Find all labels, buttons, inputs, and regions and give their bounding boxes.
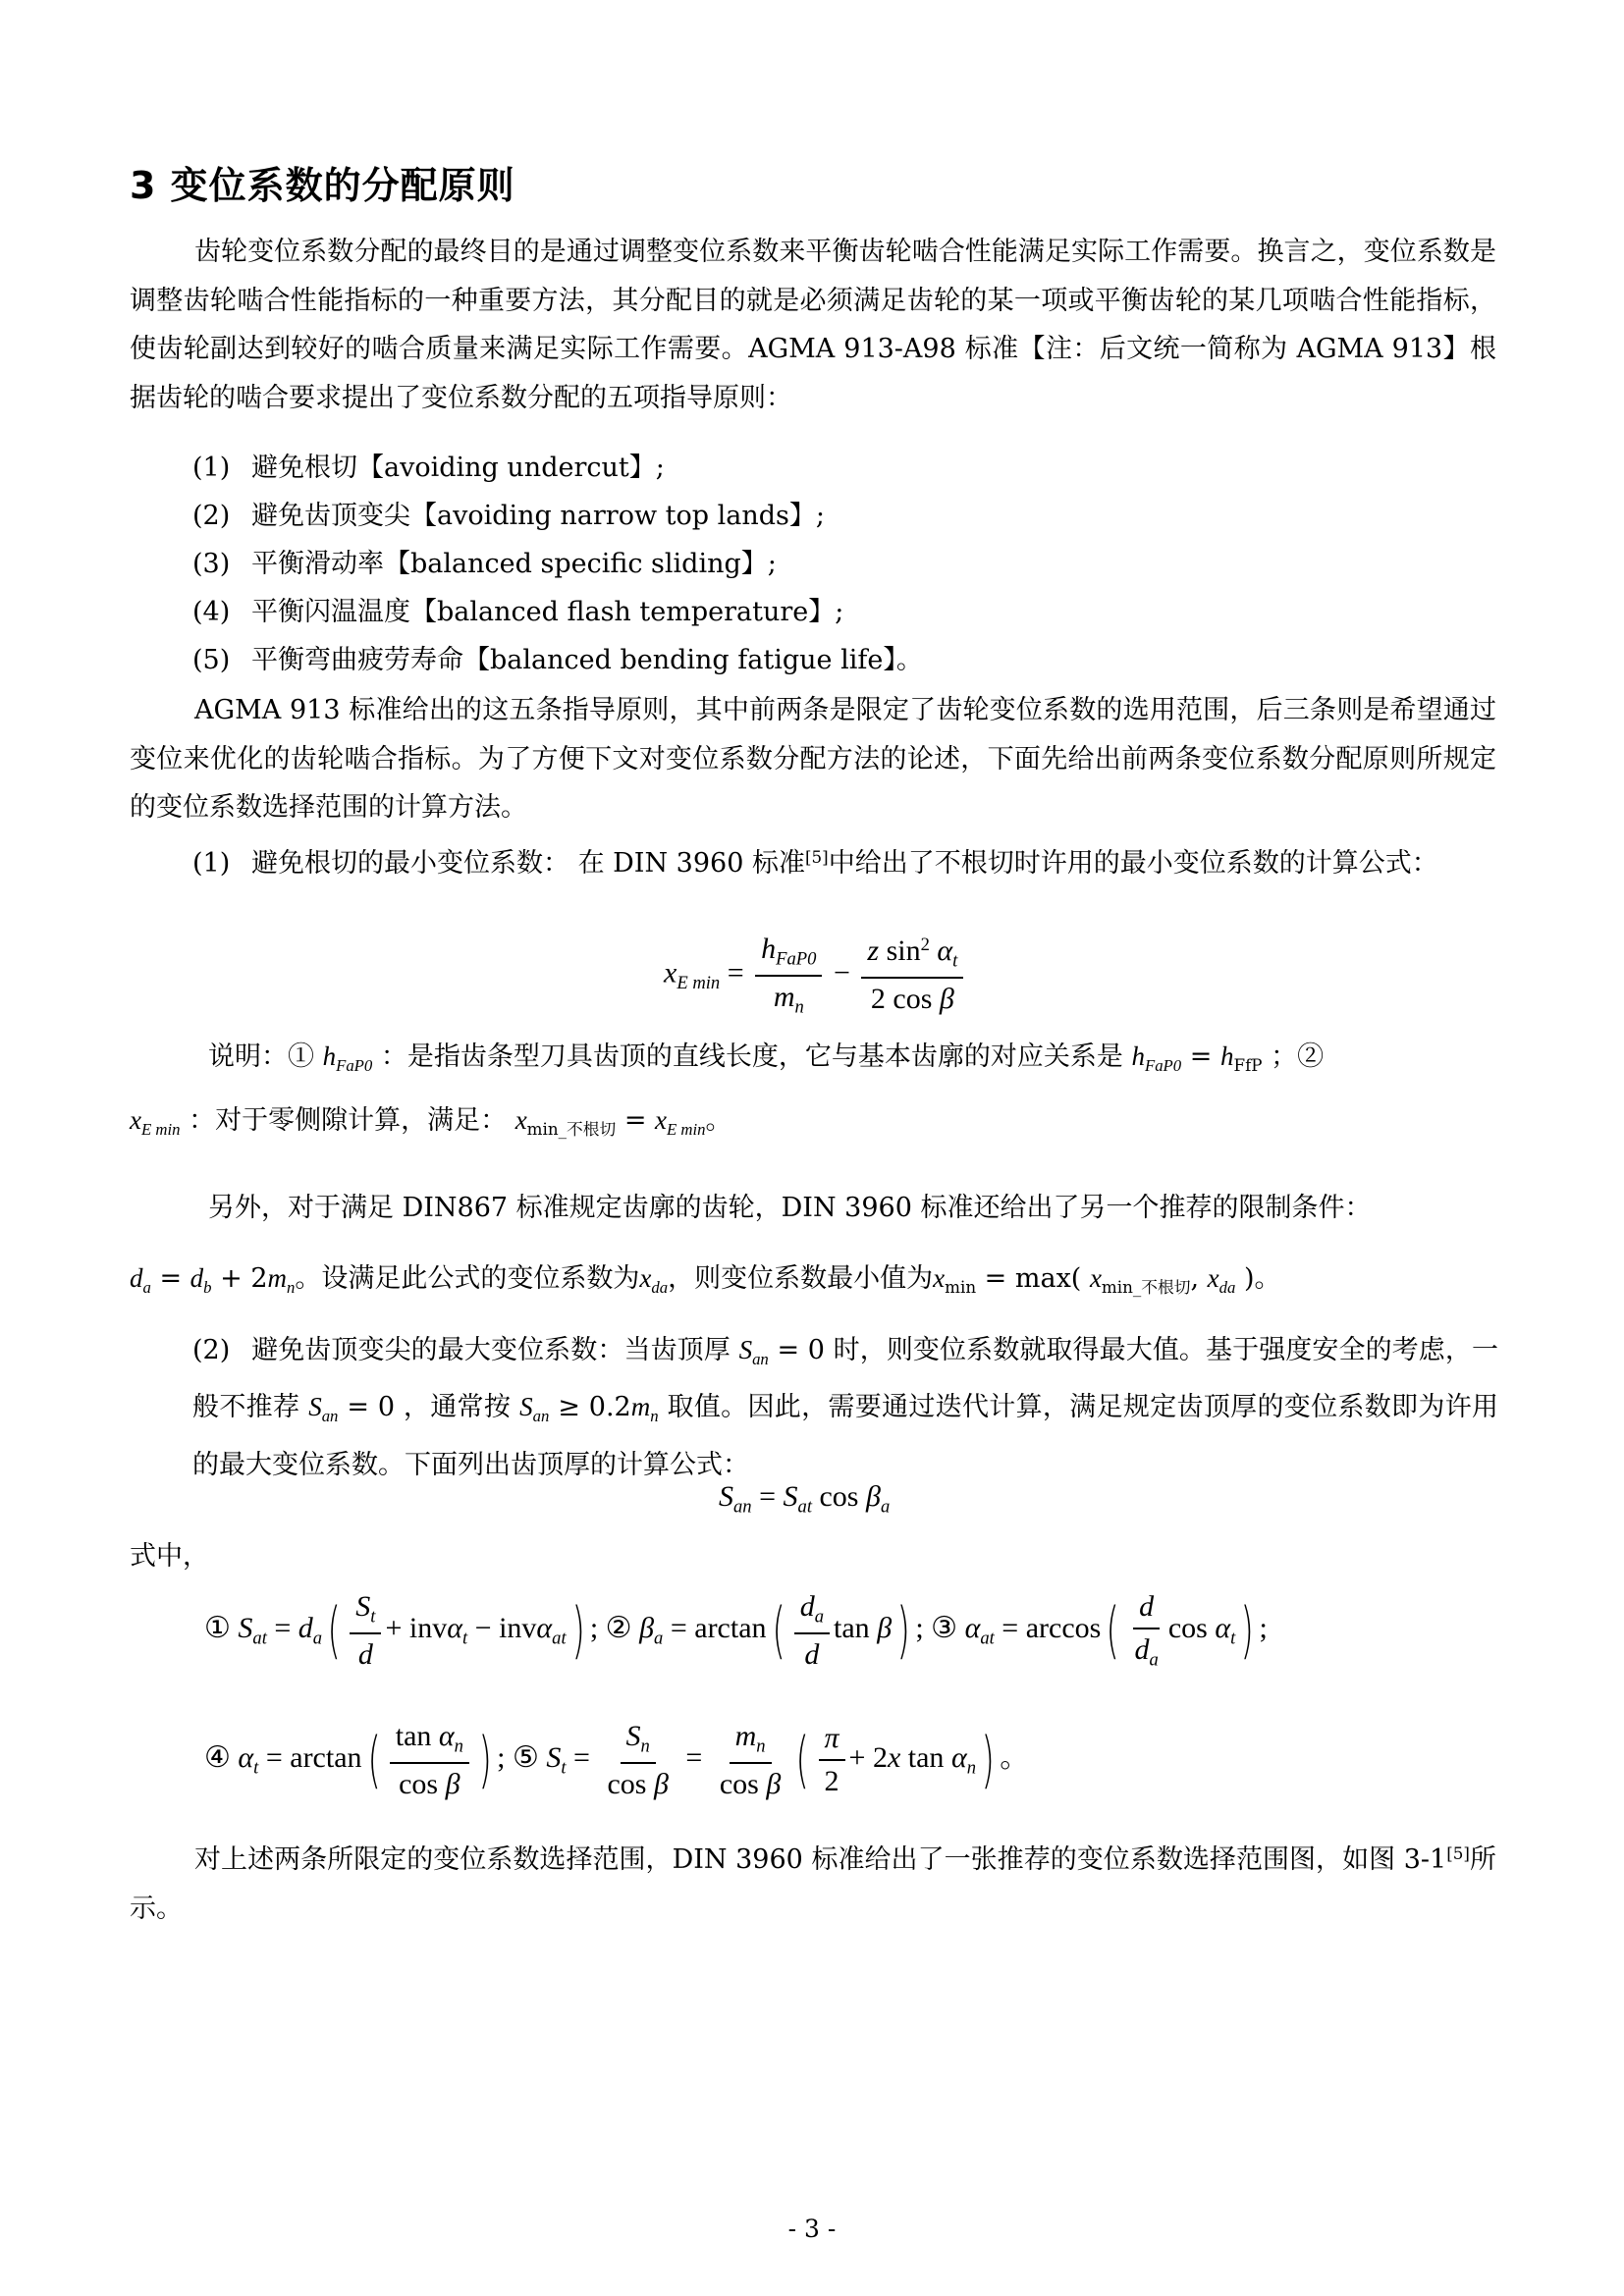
principle-item-5: (5) 平衡弯曲疲劳寿命【balanced bending fatigue life】。 — [192, 645, 923, 675]
guideline-paragraph: AGMA 913 标准给出的这五条指导原则，其中前两条是限定了齿轮变位系数的选用范围，后三条则是希望通过变位来优化的齿轮啮合指标。为了方便下文对变位系数分配方法的论述，下面先给出前两条变位系数分配原则所规定的变位系数选择范围的计算方法。 — [130, 695, 1496, 823]
principle-item-4: (4) 平衡闪温温度【balanced flash temperature】; — [192, 597, 844, 627]
formula-intro: 式中， — [130, 1541, 209, 1572]
note-line-2: $x_{E min}$ ：对于零侧隙计算，满足： $x_{min\_不根切} = x_{E min}$。 — [130, 1105, 732, 1139]
principle-item-3: (3) 平衡滑动率【balanced specific sliding】; — [192, 549, 777, 579]
para3-line-2: $d_a = d_b + 2m_n$。设满足此公式的变位系数为$x_{da}$，则变位系数最小值为$x_{min} = \max$( $x_{min\_不根切}$, $x_{da}$ )。 — [130, 1263, 1281, 1297]
item2-max-coefficient: (2) 避免齿顶变尖的最大变位系数：当齿顶厚 $S_{an} = 0$ 时，则变位系数就取得最大值。基于强度安全的考虑，一般不推荐 $S_{an} = 0$ ，通常按 $S_{an} \ge 0.2m_n$ 取值。因此，需要通过迭代计算，满足规定齿顶厚的变位系数即为许用的最大变位系数。下面列出齿顶厚的计算公式： — [192, 1335, 1499, 1480]
citation-ref: [5] — [1446, 1843, 1470, 1863]
para3-line-1: 另外，对于满足 DIN867 标准规定齿廓的齿轮，DIN 3960 标准还给出了另一个推荐的限制条件： — [208, 1193, 1372, 1223]
intro-paragraph: 齿轮变位系数分配的最终目的是通过调整变位系数来平衡齿轮啮合性能满足实际工作需要。换言之，变位系数是调整齿轮啮合性能指标的一种重要方法，其分配目的就是必须满足齿轮的某一项或平衡齿轮的某几项啮合性能指标，使齿轮副达到较好的啮合质量来满足实际工作需要。AGMA 913-A98 标准【注：后文统一简称为 AGMA 913】根据齿轮的啮合要求提出了变位系数分配的五项指导原则： — [130, 237, 1496, 413]
equation-min-coefficient: $x_{E min}$ = $\frac{h_{FaP0}}{m_n}$ − $\frac{z \sin^2 \alpha_t}{\text{2 cos β}}$ — [664, 933, 967, 1018]
section-heading: 3 变位系数的分配原则 — [130, 164, 515, 207]
equation-top-land-thickness: $S_{an} = S_{at}$ $\cos \beta_a$ — [719, 1480, 891, 1518]
principle-item-1: (1) 避免根切【avoiding undercut】; — [192, 453, 665, 483]
formula-row-2: ④ $\alpha_t = \arctan$( $\frac{\tan \alpha_n}{\text{cos β}}$ ) ; ⑤ $S_t$ = $\frac{S_n}{\text{cos β}}$ = $\frac{m_n}{\text{cos β}}$ ( $\frac{\pi}{2}$ + 2x $\tan \alpha_n$) 。 — [204, 1720, 1030, 1800]
citation-ref: [5] — [804, 847, 829, 867]
principle-item-2: (2) 避免齿顶变尖【avoiding narrow top lands】; — [192, 501, 825, 531]
closing-paragraph: 对上述两条所限定的变位系数选择范围，DIN 3960 标准给出了一张推荐的变位系数选择范围图，如图 3-1[5]所示。 — [130, 1843, 1497, 1924]
formula-row-1: ① $S_{at} = d_a$( $\frac{S_t}{d}$ + invα$_t$ − invα$_{at}$) ; ② $\beta_a = \arctan$( $\frac{d_a}{d}$ tan β) ; ③ $\alpha_{at} = \arccos$( $\frac{d}{d_a}$ $\cos \alpha_t$) ; — [204, 1590, 1268, 1671]
note-line-1: 说明：① $h_{FaP0}$ ：是指齿条型刀具齿顶的直线长度，它与基本齿廓的对应关系是 $h_{FaP0} = h_{FfP}$ ；② — [208, 1041, 1325, 1075]
page-number: - 3 - — [787, 2215, 837, 2243]
item1-min-coefficient: (1) 避免根切的最小变位系数： 在 DIN 3960 标准[5]中给出了不根切时许用的最小变位系数的计算公式： — [192, 847, 1438, 880]
